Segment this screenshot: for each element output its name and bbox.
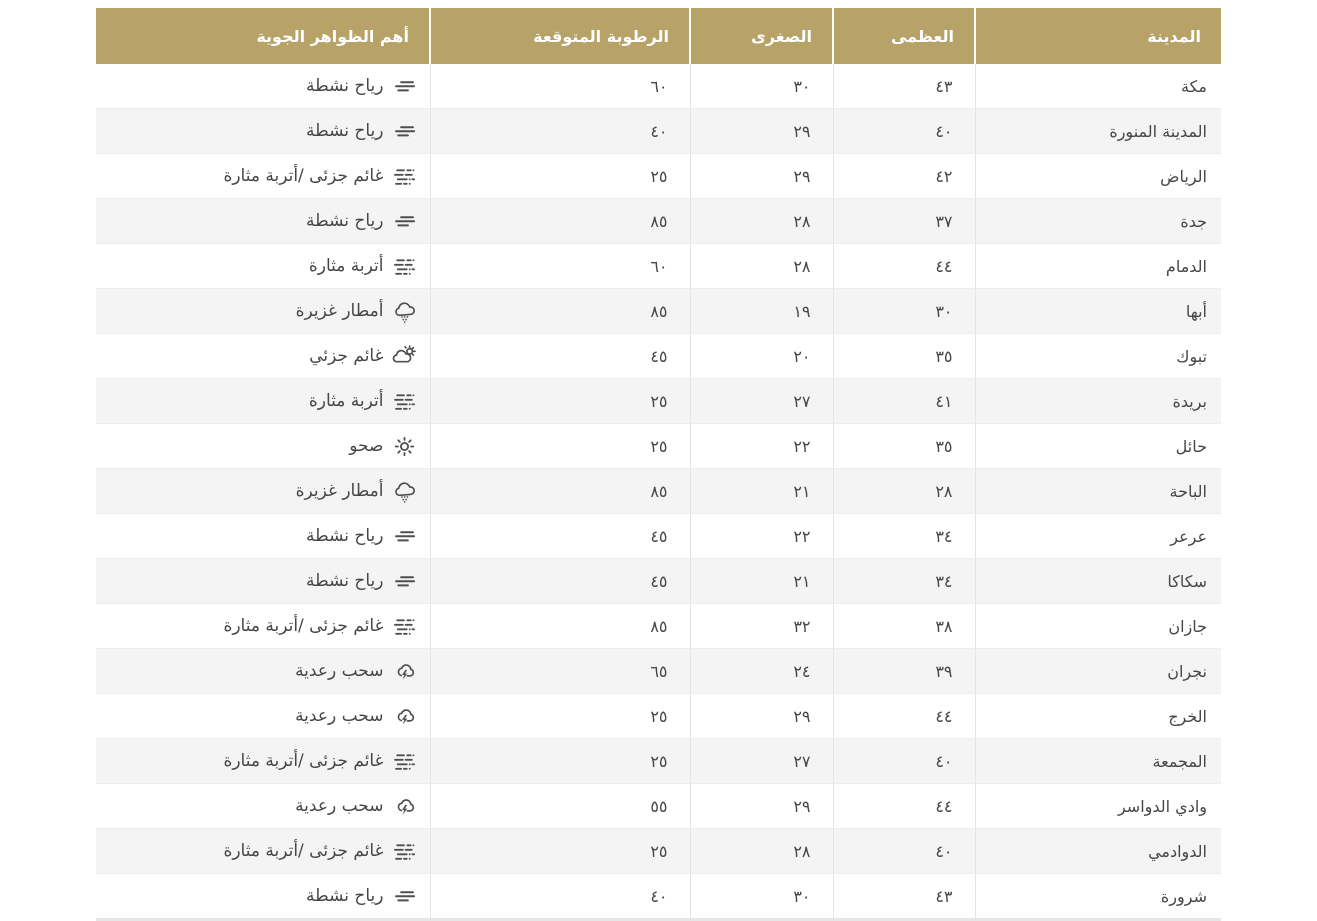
table-header-row: [96, 8, 1221, 64]
min-temp-cell: ٣٠: [690, 64, 833, 109]
min-temp-cell: ٢١: [690, 559, 833, 604]
table-row: [96, 784, 1221, 829]
humidity-cell: ٨٥: [430, 199, 690, 244]
phenomena-label: غائم جزئى /أتربة مثارة: [223, 751, 384, 771]
phenomena-label: غائم جزئى /أتربة مثارة: [223, 616, 384, 636]
wind-icon: [391, 523, 418, 550]
sun-icon: [391, 433, 418, 460]
max-temp-cell: ٣٠: [833, 289, 975, 334]
max-temp-cell: ٣٩: [833, 649, 975, 694]
city-cell: المدينة المنورة: [975, 109, 1221, 154]
max-temp-cell: ٤٣: [833, 64, 975, 109]
max-temp-cell: ٤٢: [833, 154, 975, 199]
min-temp-cell: ٢٩: [690, 784, 833, 829]
max-temp-cell: ٤١: [833, 379, 975, 424]
phenomena-cell: [96, 289, 430, 334]
min-temp-cell: ٢٢: [690, 424, 833, 469]
min-temp-cell: ٢٩: [690, 109, 833, 154]
phenomena-content: [102, 523, 418, 550]
phenomena-label: أمطار غزيرة: [295, 481, 384, 501]
humidity-cell: ٨٥: [430, 469, 690, 514]
phenomena-cell: [96, 469, 430, 514]
phenomena-label: رياح نشطة: [306, 571, 384, 591]
phenomena-content: [102, 748, 418, 775]
phenomena-label: أمطار غزيرة: [295, 301, 384, 321]
max-temp-cell: ٢٨: [833, 469, 975, 514]
phenomena-label: غائم جزئي: [309, 346, 384, 366]
min-temp-cell: ٢١: [690, 469, 833, 514]
humidity-cell: ٥٥: [430, 784, 690, 829]
phenomena-content: [102, 253, 418, 280]
city-cell: سكاكا: [975, 559, 1221, 604]
table-row: [96, 514, 1221, 559]
max-temp-cell: ٤٠: [833, 829, 975, 874]
phenomena-cell: [96, 739, 430, 784]
col-header-min-temp: الصغرى: [690, 8, 833, 64]
humidity-cell: ٢٥: [430, 379, 690, 424]
table-row: [96, 334, 1221, 379]
humidity-cell: ٤٥: [430, 334, 690, 379]
phenomena-cell: [96, 199, 430, 244]
phenomena-content: [102, 388, 418, 415]
min-temp-cell: ٢٠: [690, 334, 833, 379]
table-row: [96, 559, 1221, 604]
humidity-cell: ٢٥: [430, 829, 690, 874]
city-cell: تبوك: [975, 334, 1221, 379]
min-temp-cell: ٢٤: [690, 649, 833, 694]
phenomena-label: رياح نشطة: [306, 211, 384, 231]
phenomena-label: أتربة مثارة: [308, 391, 384, 411]
phenomena-label: رياح نشطة: [306, 76, 384, 96]
table-row: [96, 109, 1221, 154]
city-cell: الخرج: [975, 694, 1221, 739]
phenomena-label: أتربة مثارة: [308, 256, 384, 276]
phenomena-content: [102, 838, 418, 865]
min-temp-cell: ٢٨: [690, 829, 833, 874]
max-temp-cell: ٣٧: [833, 199, 975, 244]
city-cell: مكة: [975, 64, 1221, 109]
phenomena-content: [102, 658, 418, 685]
phenomena-content: [102, 73, 418, 100]
phenomena-label: سحب رعدية: [295, 796, 384, 816]
phenomena-cell: [96, 604, 430, 649]
humidity-cell: ٢٥: [430, 739, 690, 784]
min-temp-cell: ٣٠: [690, 874, 833, 920]
city-cell: بريدة: [975, 379, 1221, 424]
col-header-phenomena: أهم الظواهر الجوية: [96, 8, 430, 64]
max-temp-cell: ٤٤: [833, 784, 975, 829]
min-temp-cell: ٢٧: [690, 379, 833, 424]
phenomena-cell: [96, 514, 430, 559]
phenomena-content: [102, 208, 418, 235]
city-cell: الرياض: [975, 154, 1221, 199]
thunder-icon: [391, 703, 418, 730]
wind-icon: [391, 118, 418, 145]
table-row: [96, 379, 1221, 424]
min-temp-cell: ٢٢: [690, 514, 833, 559]
phenomena-cell: [96, 874, 430, 920]
city-cell: أبها: [975, 289, 1221, 334]
city-cell: الباحة: [975, 469, 1221, 514]
phenomena-label: غائم جزئى /أتربة مثارة: [223, 166, 384, 186]
city-cell: جدة: [975, 199, 1221, 244]
city-cell: عرعر: [975, 514, 1221, 559]
rain-icon: [391, 298, 418, 325]
humidity-cell: ٨٥: [430, 604, 690, 649]
table-row: [96, 244, 1221, 289]
max-temp-cell: ٤٠: [833, 739, 975, 784]
humidity-cell: ٤٥: [430, 559, 690, 604]
phenomena-content: [102, 613, 418, 640]
city-cell: حائل: [975, 424, 1221, 469]
phenomena-content: [102, 883, 418, 910]
weather-table-body: [96, 64, 1221, 920]
humidity-cell: ٦٠: [430, 64, 690, 109]
phenomena-cell: [96, 784, 430, 829]
max-temp-cell: ٣٨: [833, 604, 975, 649]
phenomena-cell: [96, 154, 430, 199]
phenomena-cell: [96, 244, 430, 289]
phenomena-cell: [96, 829, 430, 874]
phenomena-label: رياح نشطة: [306, 886, 384, 906]
min-temp-cell: ٢٧: [690, 739, 833, 784]
phenomena-label: سحب رعدية: [295, 661, 384, 681]
city-cell: وادي الدواسر: [975, 784, 1221, 829]
max-temp-cell: ٤٤: [833, 694, 975, 739]
max-temp-cell: ٣٥: [833, 424, 975, 469]
phenomena-content: [102, 163, 418, 190]
city-cell: الدوادمي: [975, 829, 1221, 874]
humidity-cell: ٢٥: [430, 154, 690, 199]
table-row: [96, 694, 1221, 739]
city-cell: نجران: [975, 649, 1221, 694]
phenomena-content: [102, 793, 418, 820]
rain-icon: [391, 478, 418, 505]
dust-icon: [391, 388, 418, 415]
table-row: [96, 424, 1221, 469]
phenomena-label: رياح نشطة: [306, 121, 384, 141]
phenomena-content: [102, 478, 418, 505]
max-temp-cell: ٣٤: [833, 559, 975, 604]
table-row: [96, 829, 1221, 874]
table-row: [96, 64, 1221, 109]
max-temp-cell: ٣٥: [833, 334, 975, 379]
table-row: [96, 469, 1221, 514]
phenomena-label: صحو: [349, 436, 384, 456]
table-row: [96, 874, 1221, 920]
phenomena-content: [102, 433, 418, 460]
weather-table: [96, 8, 1221, 921]
table-row: [96, 649, 1221, 694]
max-temp-cell: ٤٤: [833, 244, 975, 289]
min-temp-cell: ٢٩: [690, 694, 833, 739]
dust-icon: [391, 838, 418, 865]
phenomena-cell: [96, 64, 430, 109]
col-header-city: المدينة: [975, 8, 1221, 64]
thunder-icon: [391, 658, 418, 685]
wind-icon: [391, 883, 418, 910]
min-temp-cell: ١٩: [690, 289, 833, 334]
phenomena-content: [102, 568, 418, 595]
min-temp-cell: ٢٨: [690, 244, 833, 289]
phenomena-label: غائم جزئى /أتربة مثارة: [223, 841, 384, 861]
phenomena-label: رياح نشطة: [306, 526, 384, 546]
humidity-cell: ٦٥: [430, 649, 690, 694]
phenomena-cell: [96, 334, 430, 379]
wind-icon: [391, 73, 418, 100]
thunder-icon: [391, 793, 418, 820]
humidity-cell: ٤٠: [430, 874, 690, 920]
table-row: [96, 604, 1221, 649]
dust-icon: [391, 253, 418, 280]
phenomena-content: [102, 343, 418, 370]
phenomena-content: [102, 703, 418, 730]
min-temp-cell: ٣٢: [690, 604, 833, 649]
wind-icon: [391, 568, 418, 595]
table-row: [96, 154, 1221, 199]
max-temp-cell: ٣٤: [833, 514, 975, 559]
city-cell: شرورة: [975, 874, 1221, 920]
col-header-humidity: الرطوبة المتوقعة: [430, 8, 690, 64]
col-header-max-temp: العظمى: [833, 8, 975, 64]
dust-icon: [391, 613, 418, 640]
phenomena-cell: [96, 109, 430, 154]
table-row: [96, 199, 1221, 244]
phenomena-cell: [96, 694, 430, 739]
dust-icon: [391, 163, 418, 190]
humidity-cell: ٢٥: [430, 694, 690, 739]
max-temp-cell: ٤٣: [833, 874, 975, 920]
phenomena-content: [102, 298, 418, 325]
city-cell: جازان: [975, 604, 1221, 649]
phenomena-content: [102, 118, 418, 145]
min-temp-cell: ٢٨: [690, 199, 833, 244]
min-temp-cell: ٢٩: [690, 154, 833, 199]
humidity-cell: ٤٥: [430, 514, 690, 559]
wind-icon: [391, 208, 418, 235]
city-cell: الدمام: [975, 244, 1221, 289]
table-row: [96, 289, 1221, 334]
phenomena-label: سحب رعدية: [295, 706, 384, 726]
phenomena-cell: [96, 559, 430, 604]
phenomena-cell: [96, 424, 430, 469]
table-header: [96, 8, 1221, 64]
humidity-cell: ٦٠: [430, 244, 690, 289]
city-cell: المجمعة: [975, 739, 1221, 784]
humidity-cell: ٨٥: [430, 289, 690, 334]
table-row: [96, 739, 1221, 784]
phenomena-cell: [96, 649, 430, 694]
max-temp-cell: ٤٠: [833, 109, 975, 154]
partly-cloudy-icon: [391, 343, 418, 370]
humidity-cell: ٢٥: [430, 424, 690, 469]
humidity-cell: ٤٠: [430, 109, 690, 154]
dust-icon: [391, 748, 418, 775]
phenomena-cell: [96, 379, 430, 424]
